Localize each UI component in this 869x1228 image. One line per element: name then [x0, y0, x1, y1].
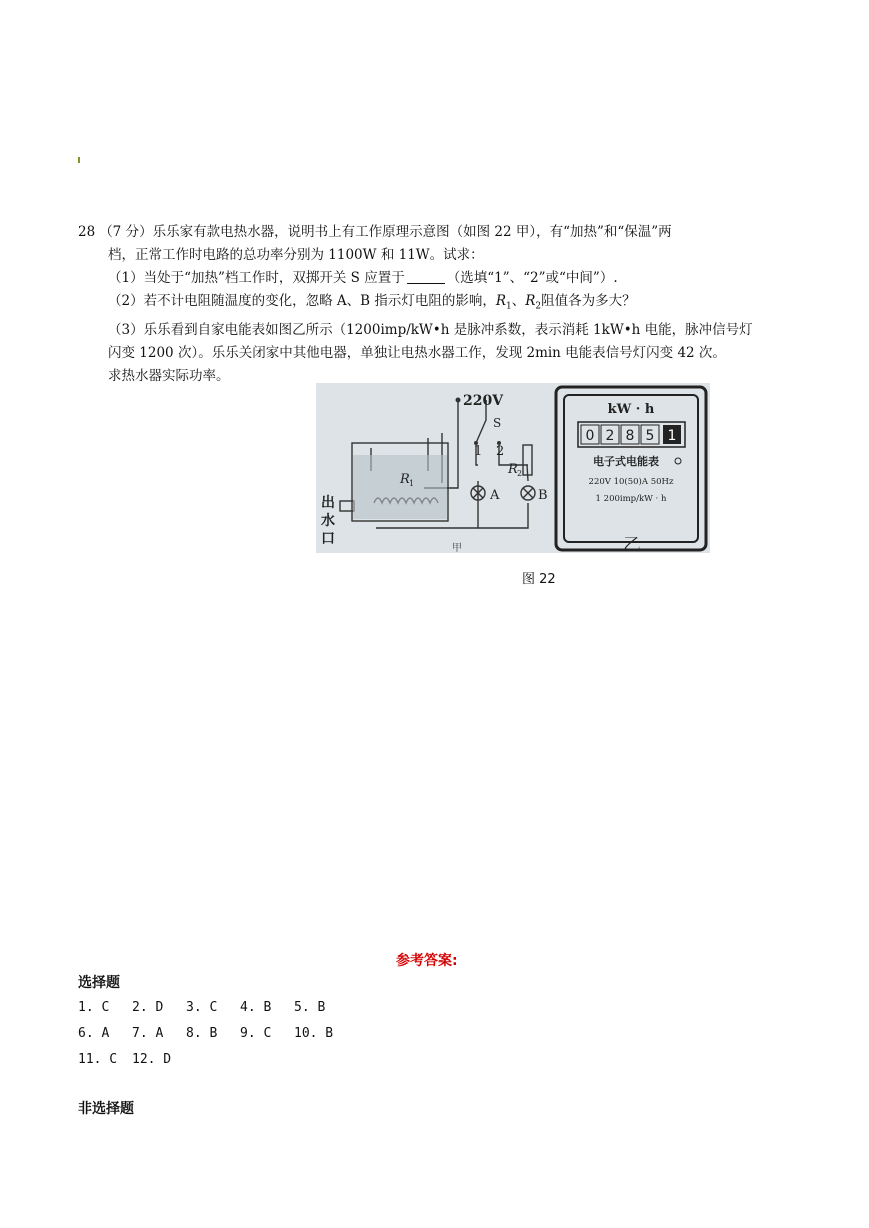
question-28 — [78, 221, 798, 388]
outlet-label-1: 出 — [321, 495, 335, 511]
section-multiple-choice: 选择题 — [78, 975, 120, 991]
answer-12: 12. D — [132, 1052, 172, 1067]
answer-4: 4. B — [240, 1000, 272, 1015]
part-3-line-1: （3）乐乐看到自家电能表如图乙所示（1200imp/kW•h 是脉冲系数，表示消耗 1kW•h 电能，脉冲信号灯 — [108, 321, 753, 338]
answers-row-3 — [78, 1052, 186, 1067]
figure-label-yi: 乙 — [623, 535, 641, 553]
margin-mark — [78, 157, 80, 163]
part-1-text: （1）当处于“加热”档工作时，双掷开关 S 应置于 — [108, 270, 405, 286]
separator: 、 — [511, 293, 526, 309]
question-stem-1: （7 分）乐乐家有款电热水器，说明书上有工作原理示意图（如图 22 甲），有“加热”和“保温”两 — [99, 224, 672, 240]
meter-digit-1: 0 — [585, 428, 595, 444]
lamp-b-label: B — [538, 488, 548, 503]
answer-8: 8. B — [186, 1026, 218, 1041]
switch-label: S — [493, 416, 502, 430]
meter-digit-4: 5 — [645, 428, 655, 444]
answer-blank[interactable] — [407, 269, 445, 284]
meter-unit: kW · h — [607, 402, 655, 417]
figure-label-jia: 甲 — [452, 543, 462, 553]
r2-label: R — [508, 462, 518, 477]
answer-5: 5. B — [294, 1000, 326, 1015]
meter-spec-2: 1 200imp/kW · h — [595, 494, 667, 504]
meter-digit-2: 2 — [605, 428, 615, 444]
section-non-choice: 非选择题 — [78, 1101, 134, 1117]
switch-pos-2: 2 — [496, 444, 505, 459]
outlet-label-3: 口 — [321, 531, 335, 547]
voltage-label: 220V — [463, 393, 504, 409]
answer-9: 9. C — [240, 1026, 272, 1041]
switch-pos-1: 1 — [474, 444, 483, 459]
part-1 — [78, 267, 798, 290]
answer-3: 3. C — [186, 1000, 218, 1015]
meter-spec-1: 220V 10(50)A 50Hz — [588, 477, 674, 487]
part-2 — [78, 290, 798, 319]
r2-label-sub: 2 — [517, 469, 523, 478]
figure-22 — [316, 383, 710, 553]
part-2-text: （2）若不计电阻随温度的变化，忽略 A、B 指示灯电阻的影响， — [108, 293, 496, 309]
r2-subscript: 2 — [535, 301, 542, 312]
question-number: 28 — [78, 224, 96, 240]
meter-digit-3: 8 — [625, 428, 635, 444]
lamp-a-label: A — [490, 488, 500, 503]
r1-symbol: R — [495, 293, 507, 309]
part-3-line-2: 闪变 1200 次）。乐乐关闭家中其他电器，单独让电热水器工作，发现 2min 电能表信号灯闪变 42 次。 — [108, 344, 726, 361]
meter-name: 电子式电能表 — [593, 455, 659, 468]
answer-6: 6. A — [78, 1026, 110, 1041]
r1-label-sub: 1 — [409, 479, 415, 488]
answer-1: 1. C — [78, 1000, 110, 1015]
meter-digit-5: 1 — [667, 428, 677, 444]
answers-row-1 — [78, 1000, 348, 1015]
part-1-options: （选填“1”、“2”或“中间”）. — [446, 270, 618, 286]
answer-2: 2. D — [132, 1000, 164, 1015]
answers-title: 参考答案: — [396, 953, 458, 969]
outlet-label-2: 水 — [321, 513, 335, 529]
part-3-line-3: 求热水器实际功率。 — [108, 367, 230, 384]
r1-subscript: 1 — [506, 301, 512, 312]
answer-7: 7. A — [132, 1026, 164, 1041]
r2-symbol: R — [525, 293, 536, 309]
question-line-1 — [78, 221, 798, 244]
r1-label: R — [400, 472, 410, 487]
answer-10: 10. B — [294, 1026, 334, 1041]
answers-row-2 — [78, 1026, 348, 1041]
part-2-end: 阻值各为多大？ — [541, 293, 636, 309]
answer-11: 11. C — [78, 1052, 118, 1067]
figure-caption: 图 22 — [522, 572, 556, 587]
question-line-2: 档，正常工作时电路的总功率分别为 1100W 和 11W。试求： — [108, 247, 484, 263]
